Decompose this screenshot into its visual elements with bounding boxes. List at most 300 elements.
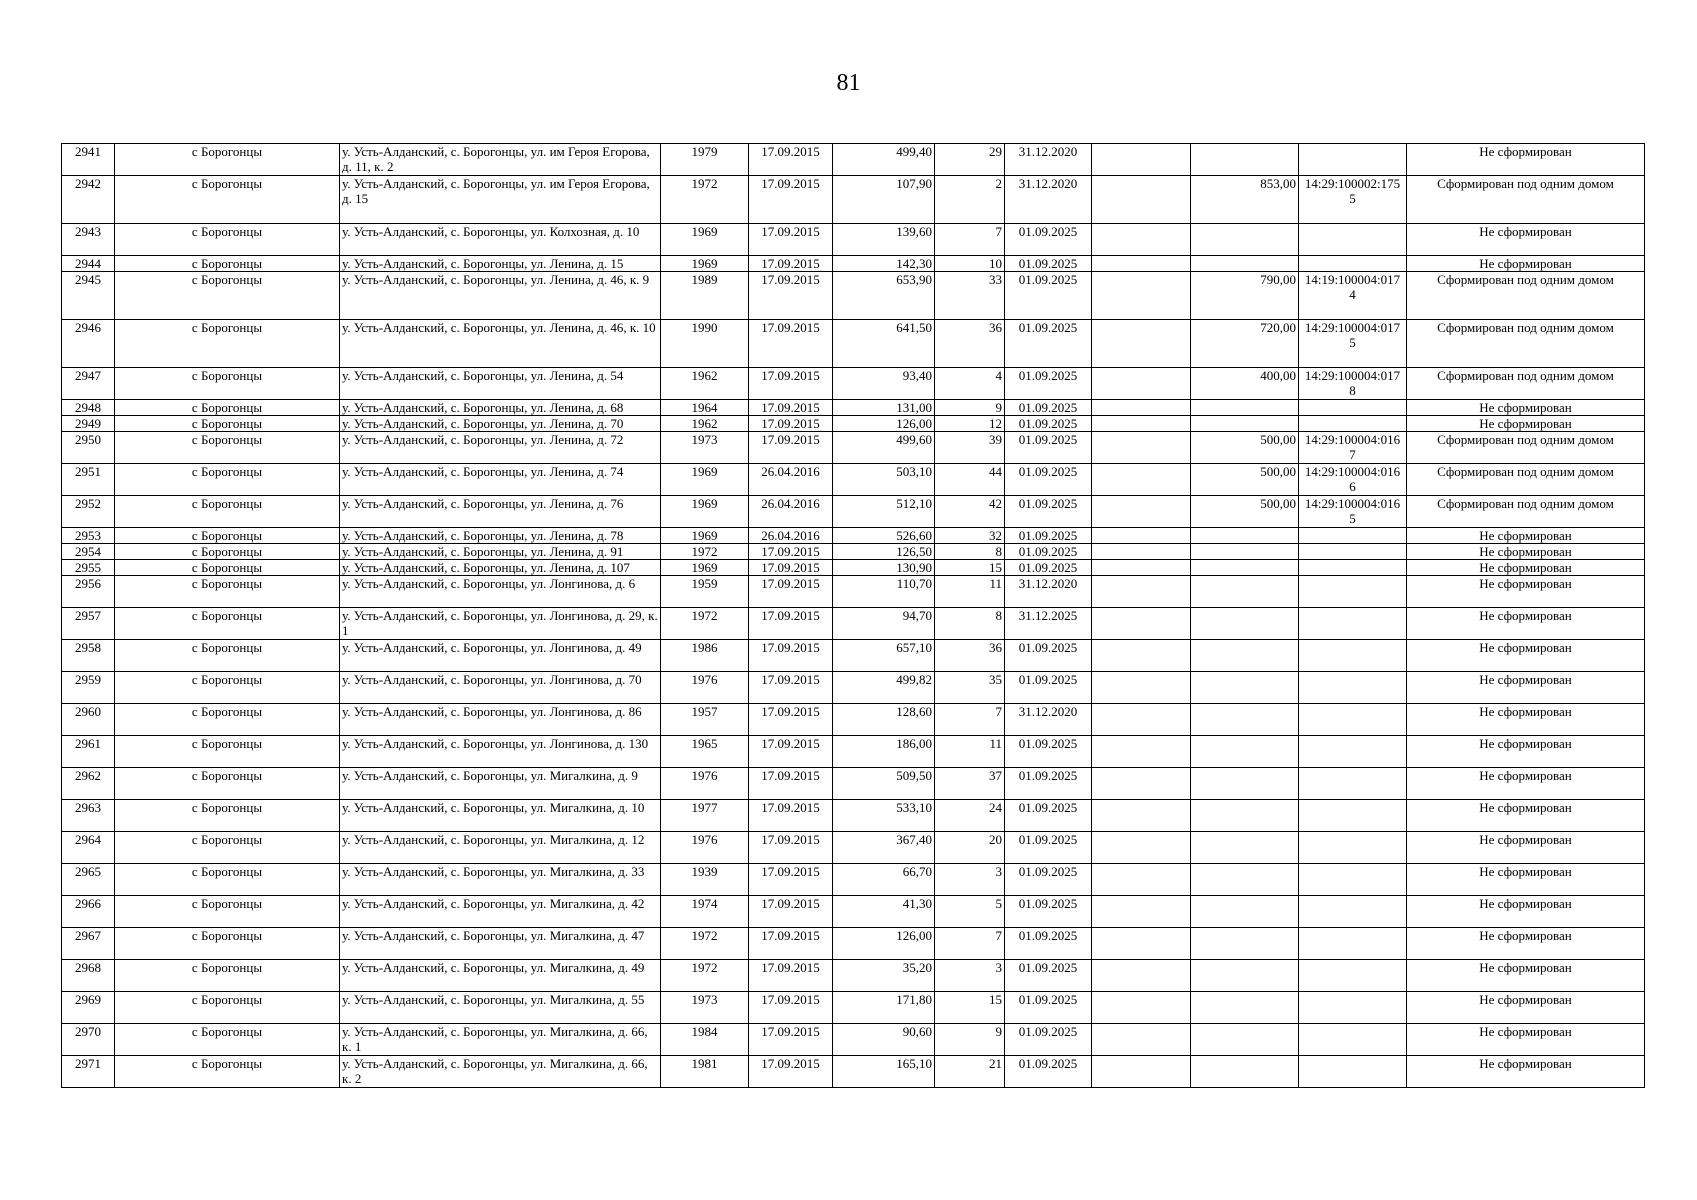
area-cell: 142,30: [833, 256, 935, 272]
plot-area-cell: [1191, 704, 1299, 736]
settlement-cell: с Борогонцы: [115, 224, 340, 256]
status-cell: Сформирован под одним домом: [1407, 176, 1645, 224]
plot-area-cell: [1191, 896, 1299, 928]
empty-cell: [1092, 432, 1191, 464]
date-cell: 17.09.2015: [749, 368, 833, 400]
residents-cell: 15: [935, 560, 1005, 576]
residents-cell: 36: [935, 640, 1005, 672]
row-number-cell: 2948: [62, 400, 115, 416]
residents-cell: 39: [935, 432, 1005, 464]
plot-area-cell: [1191, 608, 1299, 640]
deadline-cell: 31.12.2020: [1005, 576, 1092, 608]
cadastral-number-cell: 14:19:100004:017 4: [1299, 272, 1407, 320]
status-cell: Не сформирован: [1407, 928, 1645, 960]
address-cell: у. Усть-Алданский, с. Борогонцы, ул. Ленина, д. 46, к. 10: [340, 320, 661, 368]
empty-cell: [1092, 560, 1191, 576]
area-cell: 186,00: [833, 736, 935, 768]
cadastral-number-cell: [1299, 672, 1407, 704]
year-cell: 1972: [661, 928, 749, 960]
row-number-cell: 2942: [62, 176, 115, 224]
deadline-cell: 31.12.2020: [1005, 144, 1092, 176]
residents-cell: 8: [935, 608, 1005, 640]
date-cell: 17.09.2015: [749, 864, 833, 896]
residents-cell: 37: [935, 768, 1005, 800]
settlement-cell: с Борогонцы: [115, 432, 340, 464]
plot-area-cell: 790,00: [1191, 272, 1299, 320]
settlement-cell: с Борогонцы: [115, 576, 340, 608]
table-row: [62, 1056, 1645, 1088]
area-cell: 41,30: [833, 896, 935, 928]
cadastral-number-cell: 14:29:100004:016 5: [1299, 496, 1407, 528]
address-cell: у. Усть-Алданский, с. Борогонцы, ул. Лонгинова, д. 49: [340, 640, 661, 672]
row-number-cell: 2960: [62, 704, 115, 736]
table-row: [62, 736, 1645, 768]
settlement-cell: с Борогонцы: [115, 736, 340, 768]
empty-cell: [1092, 960, 1191, 992]
deadline-cell: 01.09.2025: [1005, 800, 1092, 832]
address-cell: у. Усть-Алданский, с. Борогонцы, ул. Ленина, д. 74: [340, 464, 661, 496]
settlement-cell: с Борогонцы: [115, 704, 340, 736]
residents-cell: 3: [935, 960, 1005, 992]
residents-cell: 24: [935, 800, 1005, 832]
address-cell: у. Усть-Алданский, с. Борогонцы, ул. Мигалкина, д. 47: [340, 928, 661, 960]
year-cell: 1962: [661, 368, 749, 400]
year-cell: 1972: [661, 176, 749, 224]
settlement-cell: с Борогонцы: [115, 800, 340, 832]
deadline-cell: 01.09.2025: [1005, 992, 1092, 1024]
date-cell: 17.09.2015: [749, 736, 833, 768]
empty-cell: [1092, 272, 1191, 320]
empty-cell: [1092, 896, 1191, 928]
plot-area-cell: [1191, 560, 1299, 576]
row-number-cell: 2967: [62, 928, 115, 960]
plot-area-cell: 720,00: [1191, 320, 1299, 368]
address-cell: у. Усть-Алданский, с. Борогонцы, ул. Ленина, д. 76: [340, 496, 661, 528]
empty-cell: [1092, 832, 1191, 864]
deadline-cell: 01.09.2025: [1005, 768, 1092, 800]
address-cell: у. Усть-Алданский, с. Борогонцы, ул. им Героя Егорова, д. 15: [340, 176, 661, 224]
year-cell: 1974: [661, 896, 749, 928]
address-cell: у. Усть-Алданский, с. Борогонцы, ул. Мигалкина, д. 12: [340, 832, 661, 864]
table-row: [62, 496, 1645, 528]
row-number-cell: 2961: [62, 736, 115, 768]
row-number-cell: 2963: [62, 800, 115, 832]
page-number: 81: [836, 70, 861, 96]
row-number-cell: 2971: [62, 1056, 115, 1088]
settlement-cell: с Борогонцы: [115, 176, 340, 224]
deadline-cell: 01.09.2025: [1005, 672, 1092, 704]
date-cell: 17.09.2015: [749, 704, 833, 736]
year-cell: 1969: [661, 496, 749, 528]
empty-cell: [1092, 416, 1191, 432]
table-row: [62, 224, 1645, 256]
status-cell: Не сформирован: [1407, 544, 1645, 560]
date-cell: 26.04.2016: [749, 496, 833, 528]
plot-area-cell: [1191, 672, 1299, 704]
row-number-cell: 2969: [62, 992, 115, 1024]
plot-area-cell: 500,00: [1191, 464, 1299, 496]
plot-area-cell: [1191, 256, 1299, 272]
settlement-cell: с Борогонцы: [115, 544, 340, 560]
area-cell: 171,80: [833, 992, 935, 1024]
year-cell: 1981: [661, 1056, 749, 1088]
year-cell: 1965: [661, 736, 749, 768]
address-cell: у. Усть-Алданский, с. Борогонцы, ул. Ленина, д. 91: [340, 544, 661, 560]
date-cell: 26.04.2016: [749, 464, 833, 496]
date-cell: 17.09.2015: [749, 320, 833, 368]
date-cell: 17.09.2015: [749, 832, 833, 864]
residents-cell: 8: [935, 544, 1005, 560]
date-cell: 17.09.2015: [749, 672, 833, 704]
empty-cell: [1092, 368, 1191, 400]
year-cell: 1984: [661, 1024, 749, 1056]
address-cell: у. Усть-Алданский, с. Борогонцы, ул. Мигалкина, д. 42: [340, 896, 661, 928]
area-cell: 533,10: [833, 800, 935, 832]
settlement-cell: с Борогонцы: [115, 672, 340, 704]
row-number-cell: 2944: [62, 256, 115, 272]
settlement-cell: с Борогонцы: [115, 992, 340, 1024]
plot-area-cell: [1191, 928, 1299, 960]
year-cell: 1969: [661, 464, 749, 496]
empty-cell: [1092, 1056, 1191, 1088]
plot-area-cell: 500,00: [1191, 496, 1299, 528]
address-cell: у. Усть-Алданский, с. Борогонцы, ул. Ленина, д. 68: [340, 400, 661, 416]
empty-cell: [1092, 768, 1191, 800]
area-cell: 126,00: [833, 928, 935, 960]
status-cell: Не сформирован: [1407, 704, 1645, 736]
table-row: [62, 176, 1645, 224]
table-row: [62, 960, 1645, 992]
residents-cell: 15: [935, 992, 1005, 1024]
address-cell: у. Усть-Алданский, с. Борогонцы, ул. Мигалкина, д. 33: [340, 864, 661, 896]
year-cell: 1957: [661, 704, 749, 736]
status-cell: Не сформирован: [1407, 528, 1645, 544]
date-cell: 17.09.2015: [749, 560, 833, 576]
residents-cell: 42: [935, 496, 1005, 528]
status-cell: Не сформирован: [1407, 144, 1645, 176]
status-cell: Не сформирован: [1407, 576, 1645, 608]
table-row: [62, 400, 1645, 416]
area-cell: 128,60: [833, 704, 935, 736]
plot-area-cell: [1191, 544, 1299, 560]
year-cell: 1973: [661, 992, 749, 1024]
row-number-cell: 2949: [62, 416, 115, 432]
deadline-cell: 01.09.2025: [1005, 368, 1092, 400]
deadline-cell: 31.12.2020: [1005, 176, 1092, 224]
settlement-cell: с Борогонцы: [115, 1024, 340, 1056]
empty-cell: [1092, 224, 1191, 256]
status-cell: Не сформирован: [1407, 672, 1645, 704]
deadline-cell: 01.09.2025: [1005, 864, 1092, 896]
row-number-cell: 2946: [62, 320, 115, 368]
area-cell: 130,90: [833, 560, 935, 576]
plot-area-cell: [1191, 224, 1299, 256]
deadline-cell: 01.09.2025: [1005, 224, 1092, 256]
settlement-cell: с Борогонцы: [115, 144, 340, 176]
residents-cell: 7: [935, 928, 1005, 960]
date-cell: 17.09.2015: [749, 992, 833, 1024]
year-cell: 1976: [661, 768, 749, 800]
status-cell: Не сформирован: [1407, 800, 1645, 832]
date-cell: 17.09.2015: [749, 1024, 833, 1056]
empty-cell: [1092, 800, 1191, 832]
cadastral-number-cell: [1299, 928, 1407, 960]
plot-area-cell: 853,00: [1191, 176, 1299, 224]
row-number-cell: 2965: [62, 864, 115, 896]
empty-cell: [1092, 736, 1191, 768]
row-number-cell: 2947: [62, 368, 115, 400]
area-cell: 526,60: [833, 528, 935, 544]
table-row: [62, 464, 1645, 496]
settlement-cell: с Борогонцы: [115, 896, 340, 928]
residents-cell: 3: [935, 864, 1005, 896]
residents-cell: 7: [935, 704, 1005, 736]
empty-cell: [1092, 464, 1191, 496]
area-cell: 126,00: [833, 416, 935, 432]
deadline-cell: 01.09.2025: [1005, 896, 1092, 928]
cadastral-number-cell: 14:29:100004:017 8: [1299, 368, 1407, 400]
plot-area-cell: [1191, 576, 1299, 608]
cadastral-number-cell: [1299, 896, 1407, 928]
address-cell: у. Усть-Алданский, с. Борогонцы, ул. Ленина, д. 15: [340, 256, 661, 272]
settlement-cell: с Борогонцы: [115, 960, 340, 992]
cadastral-number-cell: [1299, 224, 1407, 256]
date-cell: 17.09.2015: [749, 416, 833, 432]
row-number-cell: 2950: [62, 432, 115, 464]
status-cell: Не сформирован: [1407, 768, 1645, 800]
status-cell: Не сформирован: [1407, 864, 1645, 896]
status-cell: Не сформирован: [1407, 224, 1645, 256]
cadastral-number-cell: 14:29:100004:016 7: [1299, 432, 1407, 464]
deadline-cell: 01.09.2025: [1005, 560, 1092, 576]
settlement-cell: с Борогонцы: [115, 560, 340, 576]
plot-area-cell: [1191, 832, 1299, 864]
row-number-cell: 2966: [62, 896, 115, 928]
empty-cell: [1092, 400, 1191, 416]
residents-cell: 36: [935, 320, 1005, 368]
table-row: [62, 528, 1645, 544]
date-cell: 26.04.2016: [749, 528, 833, 544]
cadastral-number-cell: [1299, 256, 1407, 272]
area-cell: 66,70: [833, 864, 935, 896]
area-cell: 35,20: [833, 960, 935, 992]
area-cell: 107,90: [833, 176, 935, 224]
table-row: [62, 672, 1645, 704]
deadline-cell: 01.09.2025: [1005, 640, 1092, 672]
address-cell: у. Усть-Алданский, с. Борогонцы, ул. Мигалкина, д. 49: [340, 960, 661, 992]
settlement-cell: с Борогонцы: [115, 832, 340, 864]
cadastral-number-cell: 14:29:100002:175 5: [1299, 176, 1407, 224]
date-cell: 17.09.2015: [749, 768, 833, 800]
row-number-cell: 2955: [62, 560, 115, 576]
row-number-cell: 2958: [62, 640, 115, 672]
year-cell: 1990: [661, 320, 749, 368]
settlement-cell: с Борогонцы: [115, 928, 340, 960]
settlement-cell: с Борогонцы: [115, 464, 340, 496]
settlement-cell: с Борогонцы: [115, 608, 340, 640]
residents-cell: 32: [935, 528, 1005, 544]
area-cell: 653,90: [833, 272, 935, 320]
year-cell: 1964: [661, 400, 749, 416]
settlement-cell: с Борогонцы: [115, 528, 340, 544]
residents-cell: 9: [935, 400, 1005, 416]
year-cell: 1976: [661, 672, 749, 704]
cadastral-number-cell: 14:29:100004:017 5: [1299, 320, 1407, 368]
status-cell: Не сформирован: [1407, 640, 1645, 672]
date-cell: 17.09.2015: [749, 640, 833, 672]
address-cell: у. Усть-Алданский, с. Борогонцы, ул. Ленина, д. 46, к. 9: [340, 272, 661, 320]
residents-cell: 12: [935, 416, 1005, 432]
status-cell: Сформирован под одним домом: [1407, 464, 1645, 496]
deadline-cell: 01.09.2025: [1005, 1056, 1092, 1088]
deadline-cell: 01.09.2025: [1005, 544, 1092, 560]
deadline-cell: 01.09.2025: [1005, 256, 1092, 272]
row-number-cell: 2953: [62, 528, 115, 544]
settlement-cell: с Борогонцы: [115, 1056, 340, 1088]
table-row: [62, 272, 1645, 320]
address-cell: у. Усть-Алданский, с. Борогонцы, ул. Мигалкина, д. 9: [340, 768, 661, 800]
year-cell: 1989: [661, 272, 749, 320]
cadastral-number-cell: [1299, 704, 1407, 736]
status-cell: Не сформирован: [1407, 896, 1645, 928]
area-cell: 126,50: [833, 544, 935, 560]
table-row: [62, 144, 1645, 176]
row-number-cell: 2945: [62, 272, 115, 320]
empty-cell: [1092, 1024, 1191, 1056]
status-cell: Не сформирован: [1407, 608, 1645, 640]
table-row: [62, 320, 1645, 368]
empty-cell: [1092, 176, 1191, 224]
status-cell: Не сформирован: [1407, 960, 1645, 992]
deadline-cell: 31.12.2025: [1005, 608, 1092, 640]
area-cell: 131,00: [833, 400, 935, 416]
row-number-cell: 2959: [62, 672, 115, 704]
status-cell: Сформирован под одним домом: [1407, 272, 1645, 320]
cadastral-number-cell: [1299, 736, 1407, 768]
settlement-cell: с Борогонцы: [115, 416, 340, 432]
year-cell: 1972: [661, 960, 749, 992]
deadline-cell: 01.09.2025: [1005, 464, 1092, 496]
plot-area-cell: [1191, 1024, 1299, 1056]
date-cell: 17.09.2015: [749, 256, 833, 272]
status-cell: Не сформирован: [1407, 1024, 1645, 1056]
settlement-cell: с Борогонцы: [115, 272, 340, 320]
year-cell: 1969: [661, 560, 749, 576]
plot-area-cell: [1191, 864, 1299, 896]
plot-area-cell: [1191, 736, 1299, 768]
status-cell: Не сформирован: [1407, 736, 1645, 768]
residents-cell: 29: [935, 144, 1005, 176]
table-row: [62, 928, 1645, 960]
table-body: [62, 144, 1645, 1088]
row-number-cell: 2943: [62, 224, 115, 256]
status-cell: Не сформирован: [1407, 416, 1645, 432]
plot-area-cell: 400,00: [1191, 368, 1299, 400]
address-cell: у. Усть-Алданский, с. Борогонцы, ул. Лонгинова, д. 70: [340, 672, 661, 704]
empty-cell: [1092, 864, 1191, 896]
empty-cell: [1092, 496, 1191, 528]
year-cell: 1939: [661, 864, 749, 896]
plot-area-cell: [1191, 416, 1299, 432]
cadastral-number-cell: [1299, 400, 1407, 416]
cadastral-number-cell: [1299, 144, 1407, 176]
row-number-cell: 2956: [62, 576, 115, 608]
date-cell: 17.09.2015: [749, 576, 833, 608]
empty-cell: [1092, 320, 1191, 368]
table-row: [62, 1024, 1645, 1056]
address-cell: у. Усть-Алданский, с. Борогонцы, ул. Ленина, д. 72: [340, 432, 661, 464]
status-cell: Сформирован под одним домом: [1407, 320, 1645, 368]
area-cell: 165,10: [833, 1056, 935, 1088]
cadastral-number-cell: [1299, 1024, 1407, 1056]
row-number-cell: 2970: [62, 1024, 115, 1056]
address-cell: у. Усть-Алданский, с. Борогонцы, ул. Ленина, д. 78: [340, 528, 661, 544]
table-row: [62, 704, 1645, 736]
empty-cell: [1092, 640, 1191, 672]
table-row: [62, 768, 1645, 800]
status-cell: Не сформирован: [1407, 400, 1645, 416]
year-cell: 1959: [661, 576, 749, 608]
area-cell: 499,40: [833, 144, 935, 176]
status-cell: Не сформирован: [1407, 992, 1645, 1024]
cadastral-number-cell: [1299, 416, 1407, 432]
status-cell: Не сформирован: [1407, 832, 1645, 864]
empty-cell: [1092, 992, 1191, 1024]
plot-area-cell: [1191, 768, 1299, 800]
area-cell: 509,50: [833, 768, 935, 800]
residents-cell: 44: [935, 464, 1005, 496]
table-row: [62, 432, 1645, 464]
plot-area-cell: [1191, 528, 1299, 544]
settlement-cell: с Борогонцы: [115, 400, 340, 416]
year-cell: 1973: [661, 432, 749, 464]
deadline-cell: 01.09.2025: [1005, 1024, 1092, 1056]
date-cell: 17.09.2015: [749, 928, 833, 960]
cadastral-number-cell: [1299, 560, 1407, 576]
settlement-cell: с Борогонцы: [115, 368, 340, 400]
table-row: [62, 560, 1645, 576]
residents-cell: 33: [935, 272, 1005, 320]
deadline-cell: 01.09.2025: [1005, 400, 1092, 416]
table-row: [62, 368, 1645, 400]
date-cell: 17.09.2015: [749, 400, 833, 416]
address-cell: у. Усть-Алданский, с. Борогонцы, ул. Колхозная, д. 10: [340, 224, 661, 256]
date-cell: 17.09.2015: [749, 960, 833, 992]
table-row: [62, 608, 1645, 640]
area-cell: 139,60: [833, 224, 935, 256]
settlement-cell: с Борогонцы: [115, 496, 340, 528]
date-cell: 17.09.2015: [749, 432, 833, 464]
date-cell: 17.09.2015: [749, 224, 833, 256]
cadastral-number-cell: [1299, 544, 1407, 560]
area-cell: 94,70: [833, 608, 935, 640]
row-number-cell: 2951: [62, 464, 115, 496]
settlement-cell: с Борогонцы: [115, 864, 340, 896]
residents-cell: 10: [935, 256, 1005, 272]
date-cell: 17.09.2015: [749, 176, 833, 224]
area-cell: 93,40: [833, 368, 935, 400]
year-cell: 1976: [661, 832, 749, 864]
residents-cell: 9: [935, 1024, 1005, 1056]
year-cell: 1969: [661, 528, 749, 544]
deadline-cell: 01.09.2025: [1005, 528, 1092, 544]
year-cell: 1979: [661, 144, 749, 176]
residents-cell: 20: [935, 832, 1005, 864]
table-row: [62, 832, 1645, 864]
plot-area-cell: [1191, 144, 1299, 176]
deadline-cell: 01.09.2025: [1005, 960, 1092, 992]
plot-area-cell: [1191, 800, 1299, 832]
